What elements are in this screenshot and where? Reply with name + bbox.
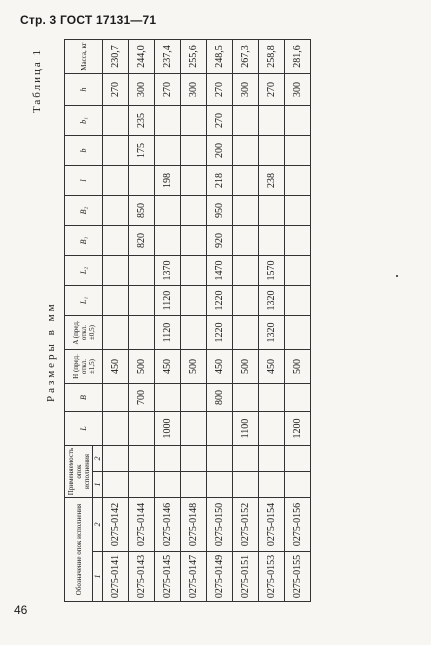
cell-d2: 0275-0152 bbox=[233, 498, 259, 552]
col-designation-1: 1 bbox=[93, 552, 103, 602]
cell-mass: 248,5 bbox=[207, 40, 233, 74]
col-applicability-1: 1 bbox=[93, 472, 103, 498]
cell-B bbox=[233, 384, 259, 412]
col-B: B bbox=[65, 384, 103, 412]
cell-d1: 0275-0143 bbox=[129, 552, 155, 602]
cell-l bbox=[103, 166, 129, 196]
cell-B2 bbox=[155, 196, 181, 226]
cell-A bbox=[285, 316, 311, 350]
cell-d2: 0275-0148 bbox=[181, 498, 207, 552]
col-B1: B₁ bbox=[65, 226, 103, 256]
cell-b: 200 bbox=[207, 136, 233, 166]
cell-d2: 0275-0150 bbox=[207, 498, 233, 552]
cell-b1: 270 bbox=[207, 106, 233, 136]
cell-ap1 bbox=[103, 472, 129, 498]
cell-L2 bbox=[181, 256, 207, 286]
cell-B2 bbox=[103, 196, 129, 226]
table-row bbox=[103, 40, 129, 602]
cell-b bbox=[233, 136, 259, 166]
cell-A: 1220 bbox=[207, 316, 233, 350]
cell-L1: 1120 bbox=[155, 286, 181, 316]
cell-d1: 0275-0147 bbox=[181, 552, 207, 602]
cell-B: 700 bbox=[129, 384, 155, 412]
cell-b1 bbox=[181, 106, 207, 136]
cell-B1: 920 bbox=[207, 226, 233, 256]
cell-H: 500 bbox=[233, 350, 259, 384]
cell-A: 1320 bbox=[259, 316, 285, 350]
cell-b bbox=[103, 136, 129, 166]
cell-ap1 bbox=[181, 472, 207, 498]
dimensions-caption: Размеры в мм bbox=[45, 301, 57, 402]
table-row bbox=[285, 40, 311, 602]
cell-mass: 230,7 bbox=[103, 40, 129, 74]
cell-L2 bbox=[103, 256, 129, 286]
cell-H: 500 bbox=[181, 350, 207, 384]
cell-ap1 bbox=[285, 472, 311, 498]
cell-l bbox=[285, 166, 311, 196]
cell-b1 bbox=[285, 106, 311, 136]
cell-h: 300 bbox=[129, 74, 155, 106]
col-applicability: Применяемость опок исполнения bbox=[65, 446, 93, 498]
cell-L2: 1570 bbox=[259, 256, 285, 286]
cell-l bbox=[233, 166, 259, 196]
cell-L1 bbox=[129, 286, 155, 316]
col-b: b bbox=[65, 136, 103, 166]
cell-B2 bbox=[259, 196, 285, 226]
cell-l: 198 bbox=[155, 166, 181, 196]
cell-d1: 0275-0149 bbox=[207, 552, 233, 602]
cell-L: 1200 bbox=[285, 412, 311, 446]
cell-d1: 0275-0151 bbox=[233, 552, 259, 602]
cell-d1: 0275-0155 bbox=[285, 552, 311, 602]
cell-L2: 1470 bbox=[207, 256, 233, 286]
cell-B: 800 bbox=[207, 384, 233, 412]
col-H: H (пред. откл. ±1,5) bbox=[65, 350, 103, 384]
col-L1: L₁ bbox=[65, 286, 103, 316]
table-row bbox=[207, 40, 233, 602]
cell-b1: 235 bbox=[129, 106, 155, 136]
cell-B bbox=[181, 384, 207, 412]
cell-A bbox=[181, 316, 207, 350]
dimensions-table bbox=[64, 39, 311, 602]
col-designation: Обозначение опок исполнения bbox=[65, 498, 93, 602]
cell-b1 bbox=[233, 106, 259, 136]
cell-h: 270 bbox=[103, 74, 129, 106]
cell-ap2 bbox=[285, 446, 311, 472]
rotated-table-block bbox=[31, 42, 402, 602]
cell-ap1 bbox=[129, 472, 155, 498]
cell-B bbox=[155, 384, 181, 412]
cell-L: 1000 bbox=[155, 412, 181, 446]
cell-b bbox=[155, 136, 181, 166]
cell-B2: 850 bbox=[129, 196, 155, 226]
cell-l bbox=[129, 166, 155, 196]
cell-L2 bbox=[129, 256, 155, 286]
cell-B bbox=[285, 384, 311, 412]
col-applicability-2: 2 bbox=[93, 446, 103, 472]
cell-L2: 1370 bbox=[155, 256, 181, 286]
cell-ap1 bbox=[207, 472, 233, 498]
table-row bbox=[155, 40, 181, 602]
cell-mass: 237,4 bbox=[155, 40, 181, 74]
cell-h: 300 bbox=[181, 74, 207, 106]
cell-h: 270 bbox=[259, 74, 285, 106]
table-row bbox=[129, 40, 155, 602]
cell-h: 270 bbox=[207, 74, 233, 106]
cell-mass: 281,6 bbox=[285, 40, 311, 74]
cell-L bbox=[103, 412, 129, 446]
cell-h: 270 bbox=[155, 74, 181, 106]
cell-h: 300 bbox=[233, 74, 259, 106]
cell-B2 bbox=[233, 196, 259, 226]
cell-ap2 bbox=[129, 446, 155, 472]
cell-A bbox=[129, 316, 155, 350]
cell-mass: 255,6 bbox=[181, 40, 207, 74]
cell-L bbox=[129, 412, 155, 446]
cell-d1: 0275-0153 bbox=[259, 552, 285, 602]
cell-l bbox=[181, 166, 207, 196]
cell-B1 bbox=[233, 226, 259, 256]
col-L2: L₂ bbox=[65, 256, 103, 286]
cell-B1 bbox=[259, 226, 285, 256]
cell-L: 1100 bbox=[233, 412, 259, 446]
cell-ap2 bbox=[103, 446, 129, 472]
cell-H: 450 bbox=[103, 350, 129, 384]
cell-L bbox=[207, 412, 233, 446]
cell-L2 bbox=[285, 256, 311, 286]
cell-ap2 bbox=[259, 446, 285, 472]
cell-b1 bbox=[103, 106, 129, 136]
col-b1: b₁ bbox=[65, 106, 103, 136]
cell-d1: 0275-0145 bbox=[155, 552, 181, 602]
cell-B bbox=[259, 384, 285, 412]
cell-ap1 bbox=[259, 472, 285, 498]
cell-ap1 bbox=[155, 472, 181, 498]
cell-H: 500 bbox=[129, 350, 155, 384]
cell-b1 bbox=[155, 106, 181, 136]
cell-mass: 244,0 bbox=[129, 40, 155, 74]
cell-L bbox=[259, 412, 285, 446]
table-row bbox=[259, 40, 285, 602]
col-L: L bbox=[65, 412, 103, 446]
cell-mass: 267,3 bbox=[233, 40, 259, 74]
col-B2: B₂ bbox=[65, 196, 103, 226]
cell-d2: 0275-0156 bbox=[285, 498, 311, 552]
cell-A: 1120 bbox=[155, 316, 181, 350]
cell-ap2 bbox=[233, 446, 259, 472]
cell-mass: 258,8 bbox=[259, 40, 285, 74]
cell-ap2 bbox=[207, 446, 233, 472]
page-number: 46 bbox=[14, 603, 28, 617]
cell-A bbox=[233, 316, 259, 350]
cell-l: 218 bbox=[207, 166, 233, 196]
table-row bbox=[181, 40, 207, 602]
cell-h: 300 bbox=[285, 74, 311, 106]
cell-B1 bbox=[155, 226, 181, 256]
col-A: A (пред. откл. ±0,5) bbox=[65, 316, 103, 350]
cell-L1 bbox=[181, 286, 207, 316]
col-designation-2: 2 bbox=[93, 498, 103, 552]
cell-ap2 bbox=[155, 446, 181, 472]
cell-l: 238 bbox=[259, 166, 285, 196]
cell-d1: 0275-0141 bbox=[103, 552, 129, 602]
cell-b bbox=[285, 136, 311, 166]
cell-b: 175 bbox=[129, 136, 155, 166]
cell-H: 450 bbox=[155, 350, 181, 384]
table-label: Таблица 1 bbox=[31, 48, 43, 114]
cell-d2: 0275-0144 bbox=[129, 498, 155, 552]
cell-B2: 950 bbox=[207, 196, 233, 226]
cell-d2: 0275-0142 bbox=[103, 498, 129, 552]
cell-L1: 1220 bbox=[207, 286, 233, 316]
col-mass: Масса, кг bbox=[65, 40, 103, 74]
col-h: h bbox=[65, 74, 103, 106]
cell-L1: 1320 bbox=[259, 286, 285, 316]
cell-B1 bbox=[181, 226, 207, 256]
cell-H: 450 bbox=[259, 350, 285, 384]
cell-L1 bbox=[233, 286, 259, 316]
table-row bbox=[233, 40, 259, 602]
cell-d2: 0275-0154 bbox=[259, 498, 285, 552]
cell-ap1 bbox=[233, 472, 259, 498]
cell-b bbox=[259, 136, 285, 166]
table-body bbox=[103, 40, 311, 602]
cell-d2: 0275-0146 bbox=[155, 498, 181, 552]
page-header: Стр. 3 ГОСТ 17131—71 bbox=[20, 13, 157, 27]
cell-B1 bbox=[103, 226, 129, 256]
cell-L2 bbox=[233, 256, 259, 286]
cell-L1 bbox=[103, 286, 129, 316]
cell-L1 bbox=[285, 286, 311, 316]
cell-H: 450 bbox=[207, 350, 233, 384]
cell-B1 bbox=[285, 226, 311, 256]
cell-A bbox=[103, 316, 129, 350]
cell-B1: 820 bbox=[129, 226, 155, 256]
col-l: l bbox=[65, 166, 103, 196]
cell-B2 bbox=[181, 196, 207, 226]
cell-L bbox=[181, 412, 207, 446]
cell-B2 bbox=[285, 196, 311, 226]
cell-H: 500 bbox=[285, 350, 311, 384]
cell-ap2 bbox=[181, 446, 207, 472]
cell-B bbox=[103, 384, 129, 412]
cell-b bbox=[181, 136, 207, 166]
cell-b1 bbox=[259, 106, 285, 136]
